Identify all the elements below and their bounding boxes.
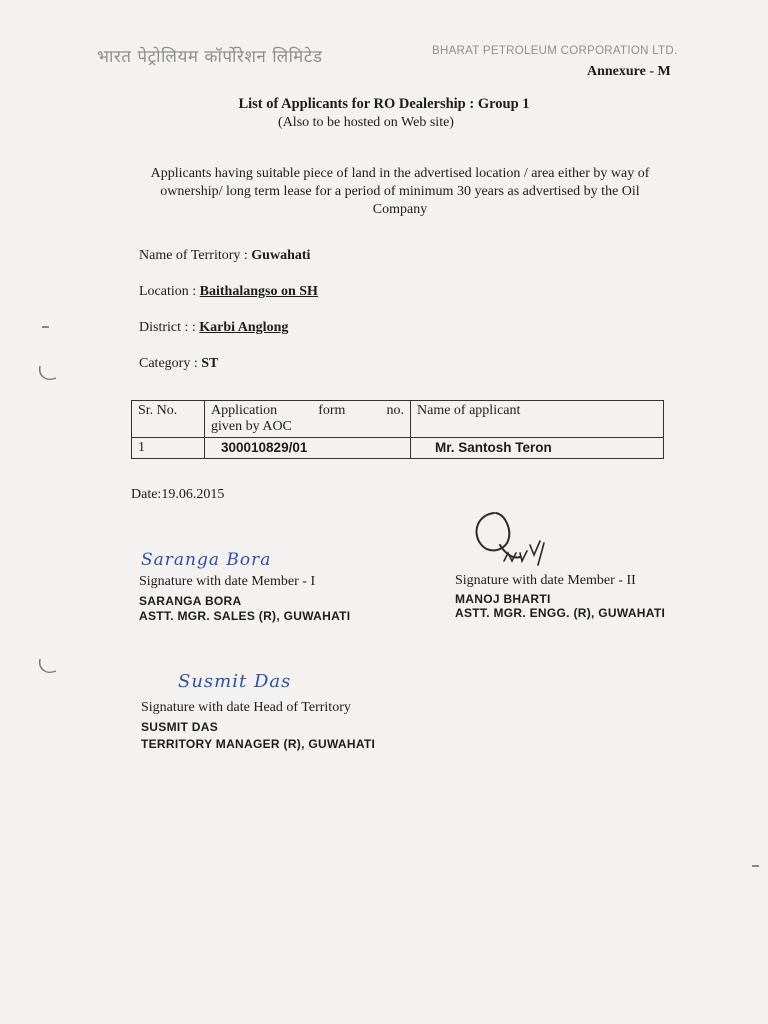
header-form-no-word1: Application (211, 403, 278, 418)
dash-speck (42, 326, 49, 328)
head-name: SUSMIT DAS (141, 720, 219, 734)
district-field (139, 320, 288, 336)
location-value: Baithalangso on SH (199, 284, 318, 299)
member1-designation: ASTT. MGR. SALES (R), GUWAHATI (139, 609, 351, 623)
annexure-label: Annexure - M (587, 64, 671, 79)
member2-caption: Signature with date Member - II (455, 573, 636, 588)
letterhead-company-name: BHARAT PETROLEUM CORPORATION LTD. (432, 45, 678, 57)
letterhead-hindi-name: भारत पेट्रोलियम कॉर्पोरेशन लिमिटेड (97, 47, 323, 67)
district-label: District : : (139, 320, 200, 335)
member2-handwritten-signature (470, 505, 560, 575)
description-paragraph: Applicants having suitable piece of land in the advertised location / area either by way of ownership/ long term lease for a period of minimum 30 years as advertised by the Oil Company (150, 166, 650, 217)
member2-designation: ASTT. MGR. ENGG. (R), GUWAHATI (455, 606, 666, 620)
header-form-no-word2: form (318, 403, 346, 418)
category-value: ST (201, 356, 219, 371)
punch-hole-mark-bottom (36, 655, 60, 677)
document-subtitle: (Also to be hosted on Web site) (278, 115, 454, 130)
head-designation: TERRITORY MANAGER (R), GUWAHATI (141, 737, 376, 751)
document-title: List of Applicants for RO Dealership : Group 1 (238, 96, 530, 112)
category-label: Category : (139, 356, 202, 371)
header-sr-no: Sr. No. (132, 401, 205, 438)
member1-caption: Signature with date Member - I (139, 574, 316, 589)
row-sr-no: 1 (132, 438, 205, 459)
location-field (139, 284, 318, 300)
punch-hole-mark-top (36, 362, 60, 384)
member2-name: MANOJ BHARTI (455, 592, 551, 606)
header-applicant: Name of applicant (411, 401, 664, 438)
head-caption: Signature with date Head of Territory (141, 700, 351, 715)
member1-name: SARANGA BORA (139, 594, 242, 608)
dash-speck (752, 865, 759, 867)
territory-value: Guwahati (251, 248, 311, 263)
location-label: Location : (139, 284, 200, 299)
head-handwritten-signature: Susmit Das (178, 671, 292, 692)
applicants-table (131, 400, 664, 459)
territory-label: Name of Territory : (139, 248, 252, 263)
document-date: Date:19.06.2015 (131, 487, 225, 502)
row-applicant: Mr. Santosh Teron (411, 438, 664, 459)
member1-handwritten-signature: Saranga Bora (141, 550, 272, 570)
district-value: Karbi Anglong (199, 320, 289, 335)
header-form-no-word3: no. (386, 403, 404, 418)
category-field (139, 356, 218, 372)
table-header-row (132, 401, 664, 438)
header-form-no (205, 401, 411, 438)
territory-field (139, 248, 310, 264)
row-form-no: 300010829/01 (205, 438, 411, 459)
table-row (132, 438, 664, 459)
header-form-no-line2: given by AOC (211, 419, 292, 434)
